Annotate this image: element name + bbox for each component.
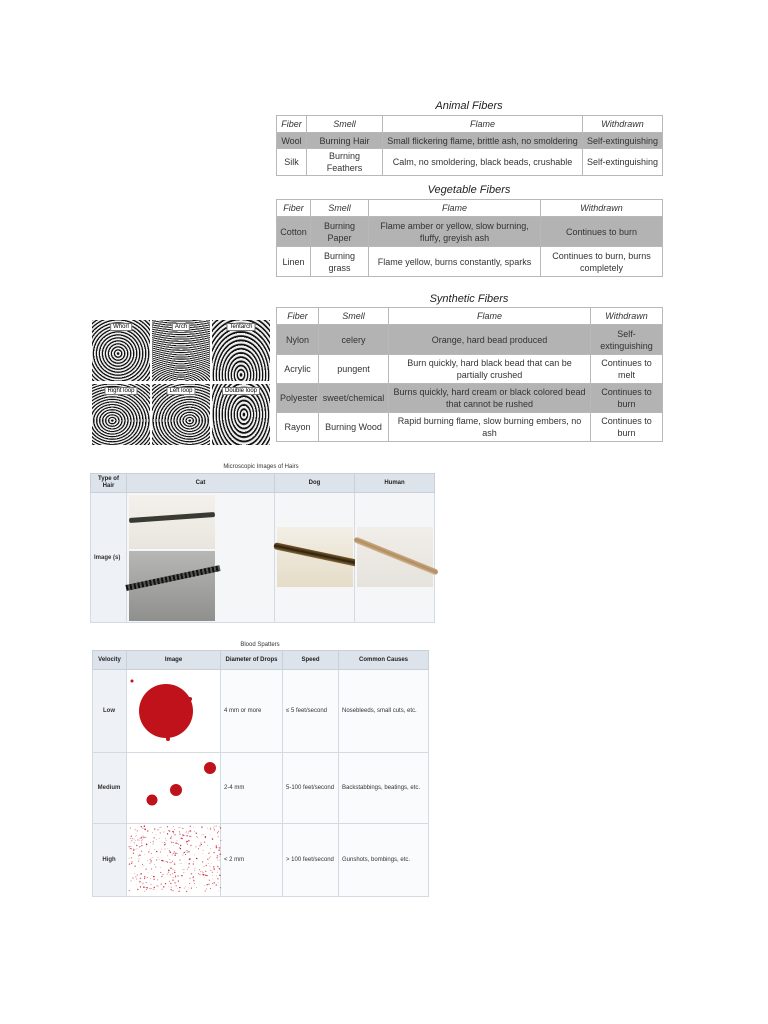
vegetable-fibers-title: Vegetable Fibers bbox=[427, 184, 511, 196]
col-header: Cat bbox=[127, 474, 275, 493]
cell: Burning Hair bbox=[307, 133, 383, 149]
fingerprint-label: Double loop bbox=[222, 387, 260, 395]
low-spatter-svg bbox=[128, 671, 222, 749]
blood-spatters-table bbox=[92, 650, 429, 897]
causes-cell: Gunshots, bombings, etc. bbox=[339, 824, 429, 897]
col-header: Smell bbox=[311, 200, 369, 217]
fingerprint-label: Tentarch bbox=[226, 323, 255, 331]
fingerprint-right-loop bbox=[92, 384, 150, 445]
synthetic-fibers-title: Synthetic Fibers bbox=[429, 293, 509, 305]
cell: Flame amber or yellow, slow burning, fluffy, greyish ash bbox=[369, 217, 541, 247]
cell: Cotton bbox=[277, 217, 311, 247]
dog-hair-image bbox=[277, 527, 353, 587]
cell: Calm, no smoldering, black beads, crushable bbox=[383, 149, 583, 176]
diameter-cell: 2-4 mm bbox=[221, 753, 283, 824]
col-header: Common Causes bbox=[339, 651, 429, 670]
table-row bbox=[91, 493, 435, 623]
diameter-cell: < 2 mm bbox=[221, 824, 283, 897]
cell: Burn quickly, hard black bead that can be partially crushed bbox=[389, 355, 591, 384]
diameter-cell: 4 mm or more bbox=[221, 670, 283, 753]
table-header-row bbox=[277, 116, 663, 133]
cell: Continues to burn bbox=[541, 217, 663, 247]
cell: Linen bbox=[277, 247, 311, 277]
cell: Burning grass bbox=[311, 247, 369, 277]
cell: Rayon bbox=[277, 413, 319, 442]
table-row bbox=[93, 824, 429, 897]
medium-velocity-image bbox=[127, 753, 221, 824]
table-row bbox=[277, 413, 663, 442]
animal-fibers-title: Animal Fibers bbox=[435, 100, 503, 112]
table-row bbox=[277, 247, 663, 277]
velocity-label: Medium bbox=[93, 753, 127, 824]
table-row bbox=[93, 670, 429, 753]
hairs-title: Microscopic Images of Hairs bbox=[223, 464, 299, 470]
cell: Flame yellow, burns constantly, sparks bbox=[369, 247, 541, 277]
high-velocity-image bbox=[127, 824, 221, 897]
col-header: Flame bbox=[383, 116, 583, 133]
table-header-row bbox=[277, 308, 663, 325]
cell: celery bbox=[319, 325, 389, 355]
medium-spatter-svg bbox=[128, 754, 222, 820]
col-header: Flame bbox=[369, 200, 541, 217]
synthetic-fibers-table bbox=[276, 307, 663, 442]
table-row bbox=[277, 325, 663, 355]
fingerprint-patterns-image bbox=[92, 320, 272, 447]
causes-cell: Backstabbings, beatings, etc. bbox=[339, 753, 429, 824]
cell: Burning Wood bbox=[319, 413, 389, 442]
animal-fibers-table bbox=[276, 115, 663, 176]
col-header: Image bbox=[127, 651, 221, 670]
table-row bbox=[277, 149, 663, 176]
cell: Silk bbox=[277, 149, 307, 176]
col-header: Smell bbox=[307, 116, 383, 133]
fingerprint-double-loop bbox=[212, 384, 270, 445]
cell: pungent bbox=[319, 355, 389, 384]
col-header: Speed bbox=[283, 651, 339, 670]
dog-hair-cell bbox=[275, 493, 355, 623]
col-header: Human bbox=[355, 474, 435, 493]
col-header: Type of Hair bbox=[91, 474, 127, 493]
col-header: Withdrawn bbox=[541, 200, 663, 217]
table-row bbox=[93, 753, 429, 824]
col-header: Withdrawn bbox=[583, 116, 663, 133]
cell: Self-extinguishing bbox=[583, 149, 663, 176]
hairs-table bbox=[90, 473, 435, 623]
speed-cell: ≤ 5 feet/second bbox=[283, 670, 339, 753]
table-header-row bbox=[91, 474, 435, 493]
cell: Nylon bbox=[277, 325, 319, 355]
cell: Self-extinguishing bbox=[591, 325, 663, 355]
high-spatter-svg bbox=[128, 825, 222, 893]
col-header: Diameter of Drops bbox=[221, 651, 283, 670]
fingerprint-tentarch bbox=[212, 320, 270, 381]
fingerprint-whorl bbox=[92, 320, 150, 381]
fingerprint-label: Left loop bbox=[166, 387, 195, 395]
cat-hair-cell bbox=[127, 493, 275, 623]
cell: Orange, hard bead produced bbox=[389, 325, 591, 355]
col-header: Velocity bbox=[93, 651, 127, 670]
fingerprint-left-loop bbox=[152, 384, 210, 445]
cat-hair-image-2 bbox=[129, 551, 215, 621]
speed-cell: > 100 feet/second bbox=[283, 824, 339, 897]
fingerprint-arch bbox=[152, 320, 210, 381]
cell: Small flickering flame, brittle ash, no smoldering bbox=[383, 133, 583, 149]
cat-hair-image-1 bbox=[129, 495, 215, 549]
col-header: Fiber bbox=[277, 116, 307, 133]
table-row bbox=[277, 355, 663, 384]
speed-cell: 5-100 feet/second bbox=[283, 753, 339, 824]
cell: Continues to burn, burns completely bbox=[541, 247, 663, 277]
cell: sweet/chemical bbox=[319, 384, 389, 413]
row-label: Image (s) bbox=[91, 493, 127, 623]
human-hair-cell bbox=[355, 493, 435, 623]
velocity-label: High bbox=[93, 824, 127, 897]
table-row bbox=[277, 133, 663, 149]
col-header: Fiber bbox=[277, 200, 311, 217]
cell: Burning Feathers bbox=[307, 149, 383, 176]
cell: Polyester bbox=[277, 384, 319, 413]
velocity-label: Low bbox=[93, 670, 127, 753]
col-header: Flame bbox=[389, 308, 591, 325]
causes-cell: Nosebleeds, small cuts, etc. bbox=[339, 670, 429, 753]
col-header: Withdrawn bbox=[591, 308, 663, 325]
table-header-row bbox=[93, 651, 429, 670]
cell: Self-extinguishing bbox=[583, 133, 663, 149]
table-row bbox=[277, 384, 663, 413]
fingerprint-label: Arch bbox=[172, 323, 190, 331]
fingerprint-label: Whorl bbox=[110, 323, 132, 331]
cell: Wool bbox=[277, 133, 307, 149]
cell: Continues to burn bbox=[591, 384, 663, 413]
cell: Rapid burning flame, slow burning embers, no ash bbox=[389, 413, 591, 442]
cell: Acrylic bbox=[277, 355, 319, 384]
col-header: Fiber bbox=[277, 308, 319, 325]
col-header: Smell bbox=[319, 308, 389, 325]
cell: Burns quickly, hard cream or black colored bead that cannot be rushed bbox=[389, 384, 591, 413]
cell: Continues to melt bbox=[591, 355, 663, 384]
low-velocity-image bbox=[127, 670, 221, 753]
cell: Burning Paper bbox=[311, 217, 369, 247]
fingerprint-label: Right loop bbox=[104, 387, 137, 395]
vegetable-fibers-table bbox=[276, 199, 663, 277]
blood-spatters-title: Blood Spatters bbox=[240, 642, 280, 648]
col-header: Dog bbox=[275, 474, 355, 493]
table-row bbox=[277, 217, 663, 247]
table-header-row bbox=[277, 200, 663, 217]
cell: Continues to burn bbox=[591, 413, 663, 442]
human-hair-image bbox=[357, 527, 433, 587]
